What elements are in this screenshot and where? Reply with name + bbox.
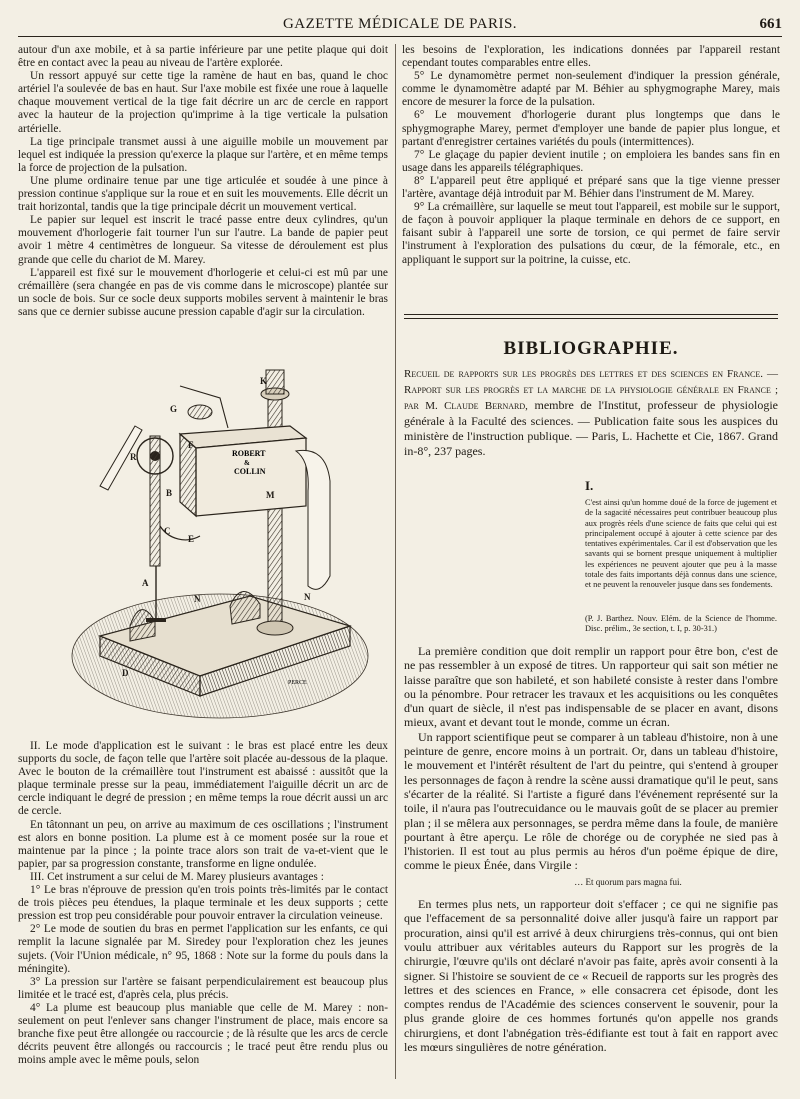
paragraph: En tâtonnant un peu, on arrive au maximum de ces oscillations ; l'instrument est alors en bonne position. La plume est à ce moment posée sur la roue et maintenue par la pince ; la pointe trace alors son trait de va-et-vient que le papier, par sa progression constante, transforme en ligne ondulée. [18,818,388,870]
paragraph: En termes plus nets, un rapporteur doit s'effacer ; ce qui ne signifie pas que l'effacement de sa personnalité doive aller jusqu'à faire un rapport par procuration, ainsi qu'il est arrivé à deux chirurgiens très-connus, qui ont bien voulu attribuer aux véritables auteurs du Rapport sur les progrès de la chirurgie, l'œuvre qu'ils ont déclaré n'avoir pas faite, après avoir consenti à la signer. Si l'histoire se souvient de ce « Recueil de rapports sur les progrès des lettres et des sciences en France, » elle consacrera cet épisode, dont les comptes rendus de l'Académie des sciences conservent le souvenir, pour la plus grande gloire de ces hommes fortunés qu'on appelle nos grands chirurgiens, et dont l'abnégation très-édifiante est tout à fait en rapport avec les mœurs singulières de notre génération. [404,897,778,1055]
figure-letter-g: G [170,404,178,414]
left-column-bottom [18,740,388,1067]
figure-letter-n-2: N [304,592,311,602]
terminal-plate [146,618,166,622]
principal-rod [150,436,160,566]
paragraph: 4° La plume est beaucoup plus maniable que celle de M. Marey : non-seulement on peut l'enlever sans changer l'instrument de place, mais encore sa branche fixe peut être allongée ou raccourcie ; de là résulte que les arcs de cercle décrits peuvent être allongés ou raccourcis ; le tracé peut être rendu plus ou moins ample avec le même pouls, selon [18,1001,388,1067]
figure-letter-n-1: N [194,594,201,604]
engraver-signature: PERCE [288,680,307,686]
figure-letter-b: B [166,488,173,498]
paragraph: 2° Le mode de soutien du bras en permet l'application sur les enfants, ce qui remplit la lacune signalée par M. Siredey pour l'exploration chez les jeunes sujets. (Voir l'Union médicale, n° 95, 1868 : Note sur la forme du pouls dans la méningite). [18,923,388,975]
paragraph: 5° Le dynamomètre permet non-seulement d'indiquer la pression générale, comme le dynamomètre adapté par M. Béhier au sphygmographe Marey, mais encore de mesurer la force de la pulsation. [402,70,780,109]
paragraph: L'appareil est fixé sur le mouvement d'horlogerie et celui-ci est mû par une crémaillère (sera changée en pas de vis comme dans le microscope) plantée sur un socle de bois. Sur ce socle deux supports mobiles servent à maintenir le bras sans que ce dernier subisse aucune pression capable d'agir sur la circulation. [18,266,388,318]
paragraph: III. Cet instrument a sur celui de M. Marey plusieurs avantages : [30,870,324,883]
bibliography-title: BIBLIOGRAPHIE. [503,338,679,359]
page-header [18,14,782,37]
figure-letter-e: E [188,534,195,544]
reference-heading: Recueil de rapports sur les progrès des lettres et des sciences en France. — Rapport sur les progrès et la marche de la physiologie générale en France ; par M. Claude Bernard, [404,368,778,412]
left-column-top [18,44,388,319]
paragraph: 1° Le bras n'éprouve de pression qu'en trois points très-limités par le contact de trois pièces peu étendues, la plaque terminale et les deux supports ; cette pression est trop peu considérable pour pouvoir entraver la circulation veineuse. [18,884,388,923]
virgil-verse: … Et quorum pars magna fui. [574,876,682,887]
section-number: I. [585,478,594,493]
paragraph: autour d'un axe mobile, et à sa partie inférieure par une petite plaque qui doit être en contact avec la peau au niveau de l'artère explorée. [18,44,388,70]
reference-details: membre de l'Institut, professeur de physiologie générale à la Faculté des sciences. — Publication faite sous les auspices du ministère de l'instruction publique. — Paris, L. Hachette et Cie, 1867. Grand in-8°, 237 pages. [404,398,778,458]
sphygmograph-engraving [60,356,370,728]
right-column-bottom [404,644,778,1054]
bibliography-reference [404,366,778,459]
right-column-top [402,44,780,267]
paragraph: La tige principale transmet aussi à une aiguille mobile un mouvement par lequel est indiquée la pression qu'exerce la plaque sur l'artère, et en même temps la force de projection de la pulsation. [18,135,388,174]
paragraph: 8° L'appareil peut être appliqué et préparé sans que la tige vienne presser l'artère, avantage déjà introduit par M. Béhier dans l'instrument de M. Marey. [402,174,780,201]
page-number: 661 [759,16,782,32]
section-rule-top [404,314,778,315]
epigraph-quote: C'est ainsi qu'un homme doué de la force de jugement et de la sagacité nécessaires peut contribuer beaucoup plus aux progrès réels d'une science de faits que celui qui est principalement occupé à ajouter à cette science par des tentatives expérimentales. Car il est d'observation que les savants qui se bornent presque uniquement à multiplier les expériences ne peuvent ajouter que peu à la masse totale des faits importants déjà connus dans une science, et ne peuvent la renouveler jusque dans ses fondements. [585,498,777,590]
section-rule-bottom [404,318,778,319]
paragraph: 6° Le mouvement d'horlogerie durant plus longtemps que dans le sphygmographe Marey, permet d'employer une bande de papier plus longue, et partant d'enregistrer certaines variétés du pouls (intermittences). [402,109,780,148]
pen-clip [188,405,212,419]
paragraph: 9° La crémaillère, sur laquelle se meut tout l'appareil, est mobile sur le support, de façon à pouvoir appliquer la plaque terminale en dehors de ce support, en faisant subir à l'appareil une sorte de torsion, ce qui permet de faire servir l'instrument à l'exploration des pulsations du cœur, de la fémorale, etc., en appliquant le support sur la poitrine, la cuisse, etc. [402,201,780,266]
figure-letter-r: R [130,452,137,462]
figure-letter-c: C [164,526,171,536]
paragraph: 3° La pression sur l'artère se faisant perpendiculairement est beaucoup plus limitée et le tracé est, d'après cela, plus précis. [18,975,388,1001]
figure-letter-f: F [188,440,194,450]
figure-letter-k: K [260,376,268,386]
sphygmograph-illustration [60,356,370,728]
paragraph: Un rapport scientifique peut se comparer à un tableau d'histoire, non à une peinture de genre, encore moins à un portrait. Or, dans un tableau d'histoire, le mouvement et l'intérêt résultent de l'art du peintre, qui s'entend à grouper les personnages de façon à rendre la scène aussi dramatique qu'il le peut, sans s'écarter de la réalité. Si l'artiste a figuré dans l'événement représenté sur la toile, il n'aura pas l'outrecuidance ou le mauvais goût de se placer au premier plan ; il se mêlera aux personnages, se perdra même dans la foule, de manière pourtant à être aperçu. Le rôle de chorége ou de coryphée ne sied pas à l'historien. Il est tout au plus permis au héros d'un poëme épique de dire, comme le pieux Énée, dans Virgile : [404,729,778,873]
paragraph: Un ressort appuyé sur cette tige la ramène de haut en bas, quand le choc artériel l'a soulevée de bas en haut. Sur l'axe mobile est fixée une roue à laquelle chaque mouvement vertical de la tige fait décrire un arc de cercle en rapport avec la hauteur de la projection qu'imprime à la tige verticale la pulsation artérielle. [18,70,388,135]
paragraph: Le papier sur lequel est inscrit le tracé passe entre deux cylindres, qu'un mouvement d'horlogerie fait tourner l'un sur l'autre. La bande de papier peut avoir 1 mètre 4 centimètres de longueur. Sa vitesse de déroulement est plus grande que celle du chariot de M. Marey. [18,214,388,266]
adjustment-knob [266,370,284,394]
epigraph-source: (P. J. Barthez. Nouv. Elém. de la Science de l'homme. Disc. prélim., 3e section, t. I, p. 30-31.) [585,614,777,634]
maker-label-3: COLLIN [234,467,266,476]
paragraph: Une plume ordinaire tenue par une tige articulée et soudée à une pince à pression continue s'applique sur la roue et en suit les mouvements. Elle décrit un trait horizontal, tandis que la tige principale décrit un mouvement vertical. [18,174,388,214]
maker-label-2: & [244,459,250,467]
journal-title: GAZETTE MÉDICALE DE PARIS. [282,16,518,32]
figure-letter-a: A [142,578,149,588]
figure-letter-d: D [122,668,129,678]
figure-letter-m: M [266,490,275,500]
column-divider [395,44,396,1079]
paragraph: les besoins de l'exploration, les indications données par l'appareil restant cependant toutes comparables entre elles. [402,44,780,70]
paragraph: La première condition que doit remplir un rapport pour être bon, c'est de ne pas ressembler à un exposé de titres. Un rapporteur qui sait son métier ne laisse paraître que son habileté, et son habileté consiste à rester dans l'ombre ou la pénombre. Pour retracer les travaux et les acquisitions ou les conquêtes d'un quart de siècle, il n'est pas indispensable de se placer en avant, disons mieux, avant et devant tout le monde, comme un écran. [404,644,778,730]
maker-label-1: ROBERT [232,449,266,458]
paragraph: 7° Le glaçage du papier devient inutile ; on emploiera les bandes sans fin en usage dans les appareils télégraphiques. [402,148,780,174]
paragraph: II. Le mode d'application est le suivant : le bras est placé entre les deux supports du socle, de façon telle que l'artère soit placée au-dessous de la plaque. Avec le bouton de la crémaillère tout l'instrument est abaissé : aussitôt que la plaque terminale presse sur la peau, immédiatement l'aiguille décrit un arc de cercle indiquant le degré de pression ; en même temps la roue décrit aussi un arc de cercle. [18,740,388,818]
